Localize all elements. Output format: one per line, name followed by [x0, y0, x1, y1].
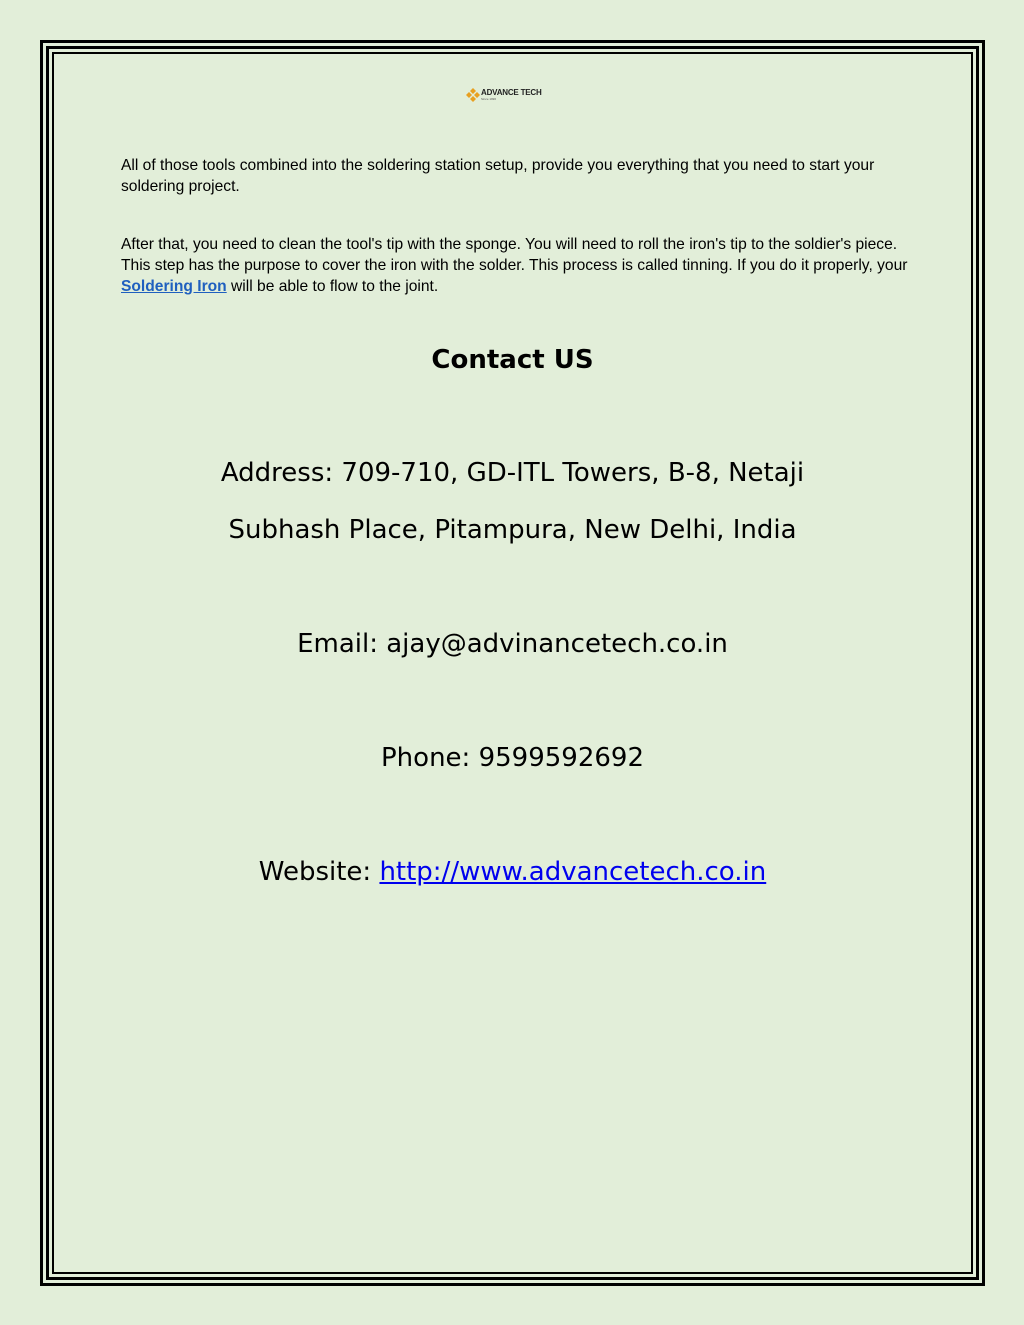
advance-tech-logo [466, 84, 556, 106]
address-line-1: Address: 709-710, GD-ITL Towers, B-8, Netaji [220, 458, 805, 488]
website-link[interactable]: http://www.advancetech.co.in [379, 857, 767, 887]
paragraph-tinning [121, 234, 911, 297]
logo-name: ADVANCE TECH [481, 88, 542, 97]
contact-us-heading: Contact US [431, 345, 594, 375]
paragraph-tinning-text-after: will be able to flow to the joint. [226, 278, 439, 295]
soldering-iron-link[interactable]: Soldering Iron [121, 278, 227, 295]
website-line [52, 857, 973, 887]
paragraph-tools: All of those tools combined into the soldering station setup, provide you everything that you need to start your soldering project. [121, 157, 875, 195]
logo-tagline: Since 1996 [481, 97, 497, 101]
phone-line: Phone: 9599592692 [381, 743, 644, 773]
email-line: Email: ajay@advinancetech.co.in [297, 629, 728, 659]
paragraph-tinning-text-before: After that, you need to clean the tool's tip with the sponge. You will need to roll the iron's tip to the soldier's piece. This step has the purpose to cover the iron with the solder. This process is called tinning. If you do it properly, your [121, 236, 908, 274]
website-label: Website: [258, 857, 380, 887]
address-line-2: Subhash Place, Pitampura, New Delhi, India [228, 515, 797, 545]
logo-diamond-icon [466, 88, 480, 102]
